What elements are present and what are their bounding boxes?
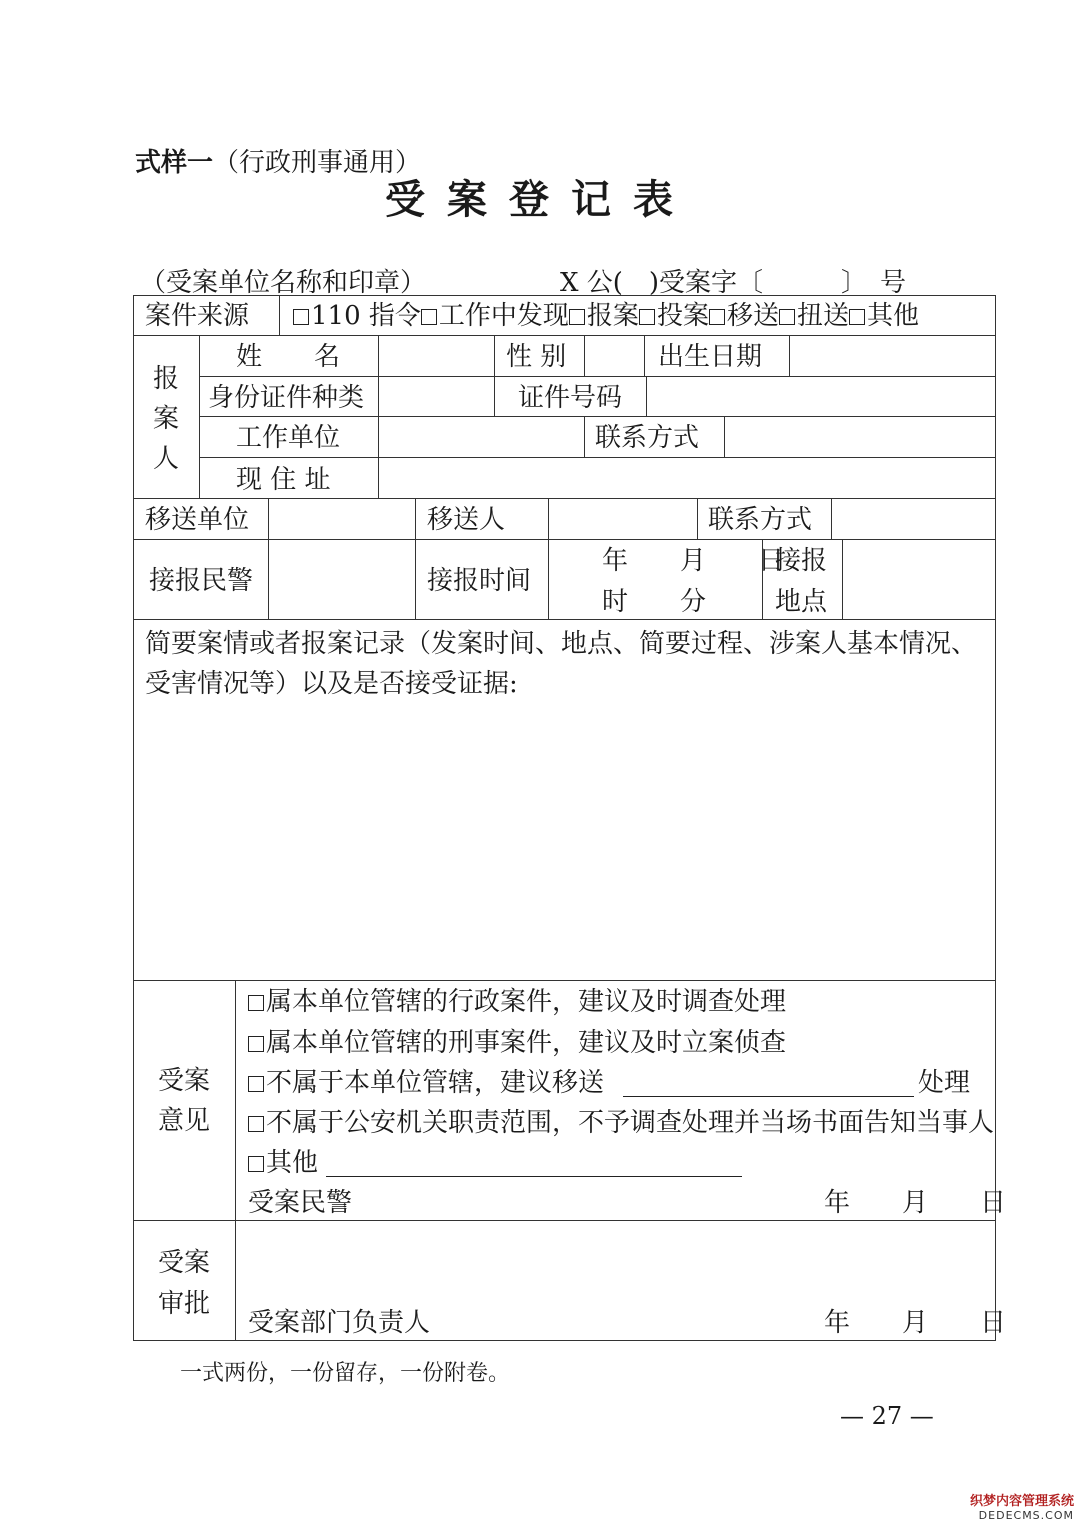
reporter-section-label-3: 人 (153, 444, 180, 474)
reporter-birth-field[interactable] (795, 340, 990, 372)
source-option-report[interactable]: 报案 (569, 301, 639, 331)
checkbox-icon (248, 1036, 264, 1052)
form-title: 受案登记表 (385, 176, 695, 223)
summary-text-area[interactable] (145, 710, 985, 972)
opinion-option-transfer-suffix: 处理 (918, 1068, 971, 1098)
opinion-option-criminal[interactable]: 属本单位管辖的刑事案件，建议及时立案侦查 (248, 1030, 786, 1056)
reception-date-line: 年 月 日 (602, 546, 785, 576)
reporter-gender-field[interactable] (590, 340, 640, 372)
transfer-contact-label: 联系方式 (708, 505, 813, 535)
reporter-id-number-field[interactable] (652, 381, 990, 413)
opinion-date: 年 月 日 (824, 1188, 1007, 1218)
opinion-option-out-of-scope[interactable]: 不属于公安机关职责范围，不予调查处理并当场书面告知当事人 (248, 1110, 994, 1136)
checkbox-icon (248, 1156, 264, 1172)
document-number: X 公( )受案字〔 〕 号 (560, 268, 907, 298)
transfer-unit-field[interactable] (274, 503, 411, 535)
reporter-contact-label: 联系方式 (595, 423, 700, 453)
reporter-section-label-1: 报 (153, 364, 180, 394)
summary-prompt-line1: 简要案情或者报案记录（发案时间、地点、简要过程、涉案人基本情况、 (145, 629, 978, 659)
reporter-gender-label: 性 别 (506, 342, 567, 372)
reporter-address-field[interactable] (384, 462, 990, 494)
reception-place-label-1: 接报 (775, 546, 828, 576)
source-option-escort[interactable]: 扭送 (779, 301, 849, 331)
approval-text-area[interactable] (245, 1226, 990, 1296)
approval-date: 年 月 日 (824, 1308, 1007, 1338)
source-option-discovered[interactable]: 工作中发现 (421, 301, 569, 331)
reporter-id-number-label: 证件号码 (518, 383, 623, 413)
approval-label-2: 审批 (158, 1289, 211, 1319)
opinion-signer-label: 受案民警 (248, 1188, 353, 1218)
source-options (293, 303, 919, 329)
page-number: — 27 — (840, 1402, 934, 1430)
reception-officer-label: 接报民警 (149, 566, 254, 596)
checkbox-icon (293, 309, 309, 325)
unit-placeholder: （受案单位名称和印章） (140, 268, 427, 298)
opinion-label-2: 意见 (158, 1106, 211, 1136)
reporter-work-unit-field[interactable] (384, 421, 580, 453)
checkbox-icon (779, 309, 795, 325)
approval-label-1: 受案 (158, 1248, 211, 1278)
source-option-surrender[interactable]: 投案 (639, 301, 709, 331)
reporter-contact-field[interactable] (730, 421, 990, 453)
checkbox-icon (709, 309, 725, 325)
other-opinion-blank[interactable] (326, 1176, 742, 1177)
reporter-section-label-2: 案 (153, 404, 180, 434)
approval-signer-label: 受案部门负责人 (248, 1308, 431, 1338)
reception-place-label-2: 地点 (775, 587, 828, 617)
reporter-id-type-field[interactable] (384, 381, 490, 413)
transfer-person-field[interactable] (554, 503, 693, 535)
reception-time-line: 时 分 (602, 587, 707, 617)
transfer-contact-field[interactable] (837, 503, 990, 535)
site-watermark (970, 1490, 1074, 1522)
opinion-option-admin[interactable]: 属本单位管辖的行政案件，建议及时调查处理 (248, 989, 786, 1015)
reporter-name-label: 姓 名 (236, 342, 341, 372)
checkbox-icon (248, 995, 264, 1011)
form-style-label: 式样一（行政刑事通用） (135, 148, 422, 178)
summary-prompt-line2: 受害情况等）以及是否接受证据: (145, 669, 518, 699)
transfer-unit-label: 移送单位 (145, 505, 250, 535)
watermark-cn: 织梦内容管理系统 (969, 1494, 1074, 1509)
checkbox-icon (248, 1076, 264, 1092)
transfer-person-label: 移送人 (427, 505, 506, 535)
opinion-option-other[interactable]: 其他 (248, 1150, 318, 1176)
checkbox-icon (849, 309, 865, 325)
opinion-label-1: 受案 (158, 1066, 211, 1096)
source-label: 案件来源 (145, 301, 250, 331)
reporter-name-field[interactable] (384, 340, 490, 372)
footer-note: 一式两份，一份留存，一份附卷。 (180, 1361, 511, 1386)
checkbox-icon (569, 309, 585, 325)
reporter-birth-label: 出生日期 (658, 342, 763, 372)
checkbox-icon (421, 309, 437, 325)
opinion-option-transfer[interactable]: 不属于本单位管辖，建议移送 (248, 1070, 604, 1096)
reception-time-label: 接报时间 (427, 566, 532, 596)
checkbox-icon (248, 1116, 264, 1132)
source-option-transfer[interactable]: 移送 (709, 301, 779, 331)
source-option-other[interactable]: 其他 (849, 301, 919, 331)
reporter-work-unit-label: 工作单位 (236, 423, 341, 453)
transfer-target-blank[interactable] (623, 1096, 914, 1097)
reception-place-field[interactable] (848, 545, 990, 615)
reception-officer-field[interactable] (274, 545, 411, 615)
watermark-en: DEDECMS.COM (978, 1509, 1074, 1522)
reporter-address-label: 现 住 址 (236, 465, 331, 495)
source-option-110[interactable]: 110 指令 (293, 301, 421, 331)
checkbox-icon (639, 309, 655, 325)
reporter-id-type-label: 身份证件种类 (208, 383, 365, 413)
